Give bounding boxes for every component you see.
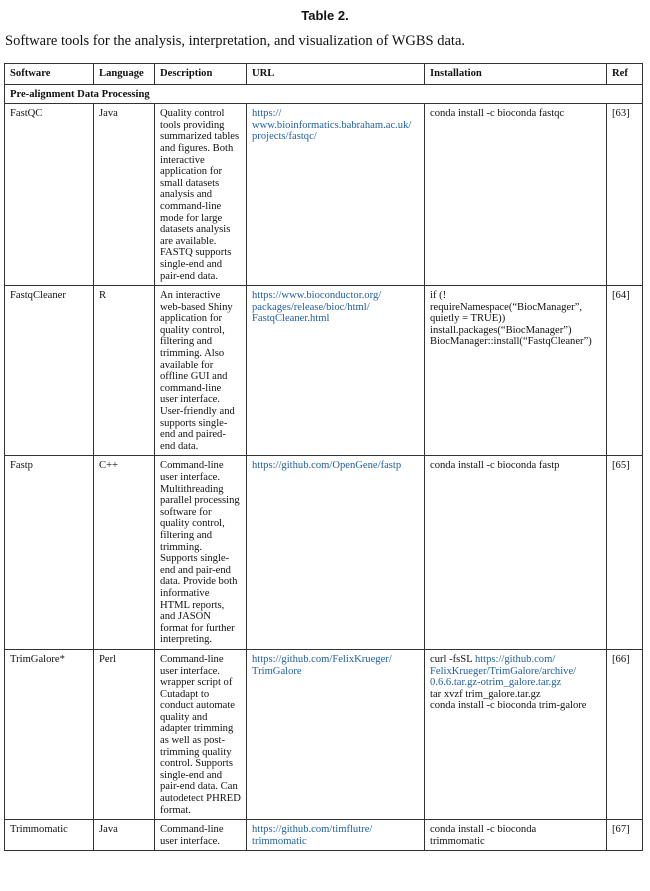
header-installation: Installation bbox=[425, 64, 607, 85]
install-line: if (! bbox=[430, 290, 447, 302]
header-description: Description bbox=[155, 64, 247, 85]
url-cell bbox=[247, 104, 425, 286]
url-link[interactable]: https://github.com/FelixKrueger/ TrimGalore bbox=[252, 653, 392, 677]
url-cell bbox=[247, 649, 425, 819]
url-cell bbox=[247, 820, 425, 851]
software-name: Trimmomatic bbox=[5, 820, 94, 851]
ref: [63] bbox=[607, 104, 643, 286]
table-caption: Software tools for the analysis, interpretation, and visualization of WGBS data. bbox=[5, 33, 465, 49]
installation bbox=[425, 104, 607, 286]
software-table bbox=[4, 63, 643, 851]
table-title: Table 2. bbox=[301, 8, 349, 23]
install-line: conda install -c bioconda fastqc bbox=[430, 108, 565, 120]
description: Quality control tools providing summarized tables and figures. Both interactive application for small datasets analysis and command-line mode for large datasets analysis are available. FASTQ supports single-end and pair-end data. bbox=[155, 104, 247, 286]
header-language: Language bbox=[94, 64, 155, 85]
language: C++ bbox=[94, 456, 155, 650]
ref: [67] bbox=[607, 820, 643, 851]
software-name: Fastp bbox=[5, 456, 94, 650]
install-line: trimmomatic bbox=[430, 835, 485, 847]
header-software: Software bbox=[5, 64, 94, 85]
header-url: URL bbox=[247, 64, 425, 85]
ref: [65] bbox=[607, 456, 643, 650]
install-link[interactable]: https://github.com/ FelixKrueger/TrimGalore/archive/ 0.6.6.tar.gz-otrim_galore.tar.gz bbox=[430, 653, 577, 689]
table-row bbox=[5, 456, 643, 650]
software-name: TrimGalore* bbox=[5, 649, 94, 819]
language: Perl bbox=[94, 649, 155, 819]
installation bbox=[425, 456, 607, 650]
url-link[interactable]: https://github.com/OpenGene/fastp bbox=[252, 460, 402, 472]
description: Command-line user interface. Multithreading parallel processing software for quality control, filtering and trimming. Supports single-end and pair-end data. Provide both informative HTML reports, and JASON format for further interpreting. bbox=[155, 456, 247, 650]
description: Command-line user interface. wrapper script of Cutadapt to conduct automate quality and adapter trimming as well as post-trimming quality control. Supports single-end and pair-end data. Can autodetect PHRED format. bbox=[155, 649, 247, 819]
table-row bbox=[5, 104, 643, 286]
install-line: BiocManager::install(“FastqCleaner”) bbox=[430, 336, 592, 348]
table-row bbox=[5, 820, 643, 851]
url-link[interactable]: https://github.com/timflutre/ trimmomatic bbox=[252, 824, 373, 847]
installation bbox=[425, 649, 607, 819]
table-row bbox=[5, 649, 643, 819]
software-name: FastqCleaner bbox=[5, 286, 94, 456]
url-cell bbox=[247, 286, 425, 456]
installation bbox=[425, 286, 607, 456]
url-link[interactable]: https://www.bioconductor.org/ packages/release/bioc/html/ FastqCleaner.html bbox=[252, 290, 382, 325]
software-name: FastQC bbox=[5, 104, 94, 286]
ref: [66] bbox=[607, 649, 643, 819]
install-line: conda install -c bioconda bbox=[430, 824, 537, 836]
install-line: quietly = TRUE)) bbox=[430, 313, 506, 325]
header-row bbox=[5, 64, 643, 85]
section-row bbox=[5, 84, 643, 104]
install-line: conda install -c bioconda fastp bbox=[430, 460, 560, 472]
description: Command-line user interface. bbox=[155, 820, 247, 851]
language: Java bbox=[94, 104, 155, 286]
url-cell bbox=[247, 456, 425, 650]
install-line: install.packages(“BiocManager”) bbox=[430, 324, 572, 336]
header-ref: Ref bbox=[607, 64, 643, 85]
install-line: requireNamespace(“BiocManager”, bbox=[430, 301, 583, 313]
table-row bbox=[5, 286, 643, 456]
language: R bbox=[94, 286, 155, 456]
install-line: tar xvzf trim_galore.tar.gz bbox=[430, 688, 541, 700]
ref: [64] bbox=[607, 286, 643, 456]
language: Java bbox=[94, 820, 155, 851]
install-prefix: curl -fsSL bbox=[430, 653, 473, 665]
install-line: conda install -c bioconda trim-galore bbox=[430, 700, 587, 712]
installation bbox=[425, 820, 607, 851]
section-label: Pre-alignment Data Processing bbox=[5, 84, 643, 104]
url-link[interactable]: https:// www.bioinformatics.babraham.ac.uk/ projects/fastqc/ bbox=[252, 108, 412, 143]
description: An interactive web-based Shiny application for quality control, filtering and trimming. Also available for offline GUI and command-line user interface. User-friendly and supports single-end and paired-end data. bbox=[155, 286, 247, 456]
